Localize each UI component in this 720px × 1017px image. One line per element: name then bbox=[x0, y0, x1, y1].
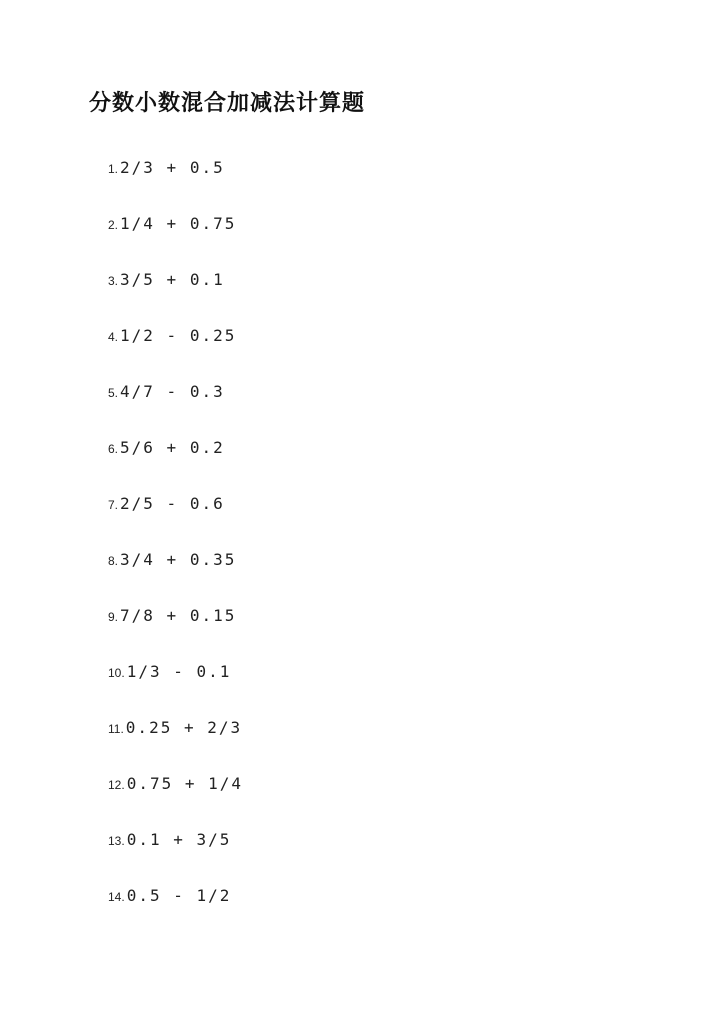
problem-number: 14. bbox=[108, 890, 125, 904]
problem-item bbox=[108, 323, 236, 347]
problem-expression: 0.5 - 1/2 bbox=[126, 885, 232, 905]
problem-expression: 4/7 - 0.3 bbox=[120, 381, 225, 401]
problem-expression: 1/2 - 0.25 bbox=[120, 325, 237, 345]
problem-number: 11. bbox=[108, 722, 124, 736]
problem-item bbox=[108, 155, 225, 179]
problem-item bbox=[108, 491, 225, 515]
problem-number: 9. bbox=[108, 610, 119, 624]
problem-item bbox=[108, 435, 225, 459]
page-title: 分数小数混合加减法计算题 bbox=[89, 90, 366, 116]
problem-item bbox=[108, 379, 225, 403]
problem-number: 8. bbox=[108, 554, 119, 568]
problem-expression: 7/8 + 0.15 bbox=[120, 605, 237, 625]
problem-expression: 1/3 - 0.1 bbox=[126, 661, 232, 681]
problem-item bbox=[108, 715, 242, 739]
problem-number: 4. bbox=[108, 330, 119, 344]
problem-expression: 0.1 + 3/5 bbox=[126, 829, 232, 849]
problem-expression: 3/5 + 0.1 bbox=[120, 269, 225, 289]
problem-number: 3. bbox=[108, 274, 119, 288]
problem-item bbox=[108, 659, 231, 683]
problem-number: 5. bbox=[108, 386, 119, 400]
problem-item bbox=[108, 771, 243, 795]
problem-number: 12. bbox=[108, 778, 125, 792]
problem-expression: 0.75 + 1/4 bbox=[126, 773, 244, 793]
problem-item bbox=[108, 267, 225, 291]
problem-number: 2. bbox=[108, 218, 119, 232]
problem-item bbox=[108, 883, 231, 907]
problem-number: 13. bbox=[108, 834, 125, 848]
problem-number: 10. bbox=[108, 666, 125, 680]
problem-item bbox=[108, 211, 236, 235]
problem-item bbox=[108, 827, 231, 851]
problem-item bbox=[108, 603, 236, 627]
problem-number: 1. bbox=[108, 162, 119, 176]
problem-number: 7. bbox=[108, 498, 119, 512]
problem-expression: 2/5 - 0.6 bbox=[120, 493, 225, 513]
problem-number: 6. bbox=[108, 442, 119, 456]
problem-expression: 1/4 + 0.75 bbox=[120, 213, 237, 233]
problem-item bbox=[108, 547, 236, 571]
problem-expression: 5/6 + 0.2 bbox=[120, 437, 225, 457]
problem-expression: 0.25 + 2/3 bbox=[125, 717, 243, 737]
problem-expression: 3/4 + 0.35 bbox=[120, 549, 237, 569]
problem-expression: 2/3 + 0.5 bbox=[120, 157, 225, 177]
